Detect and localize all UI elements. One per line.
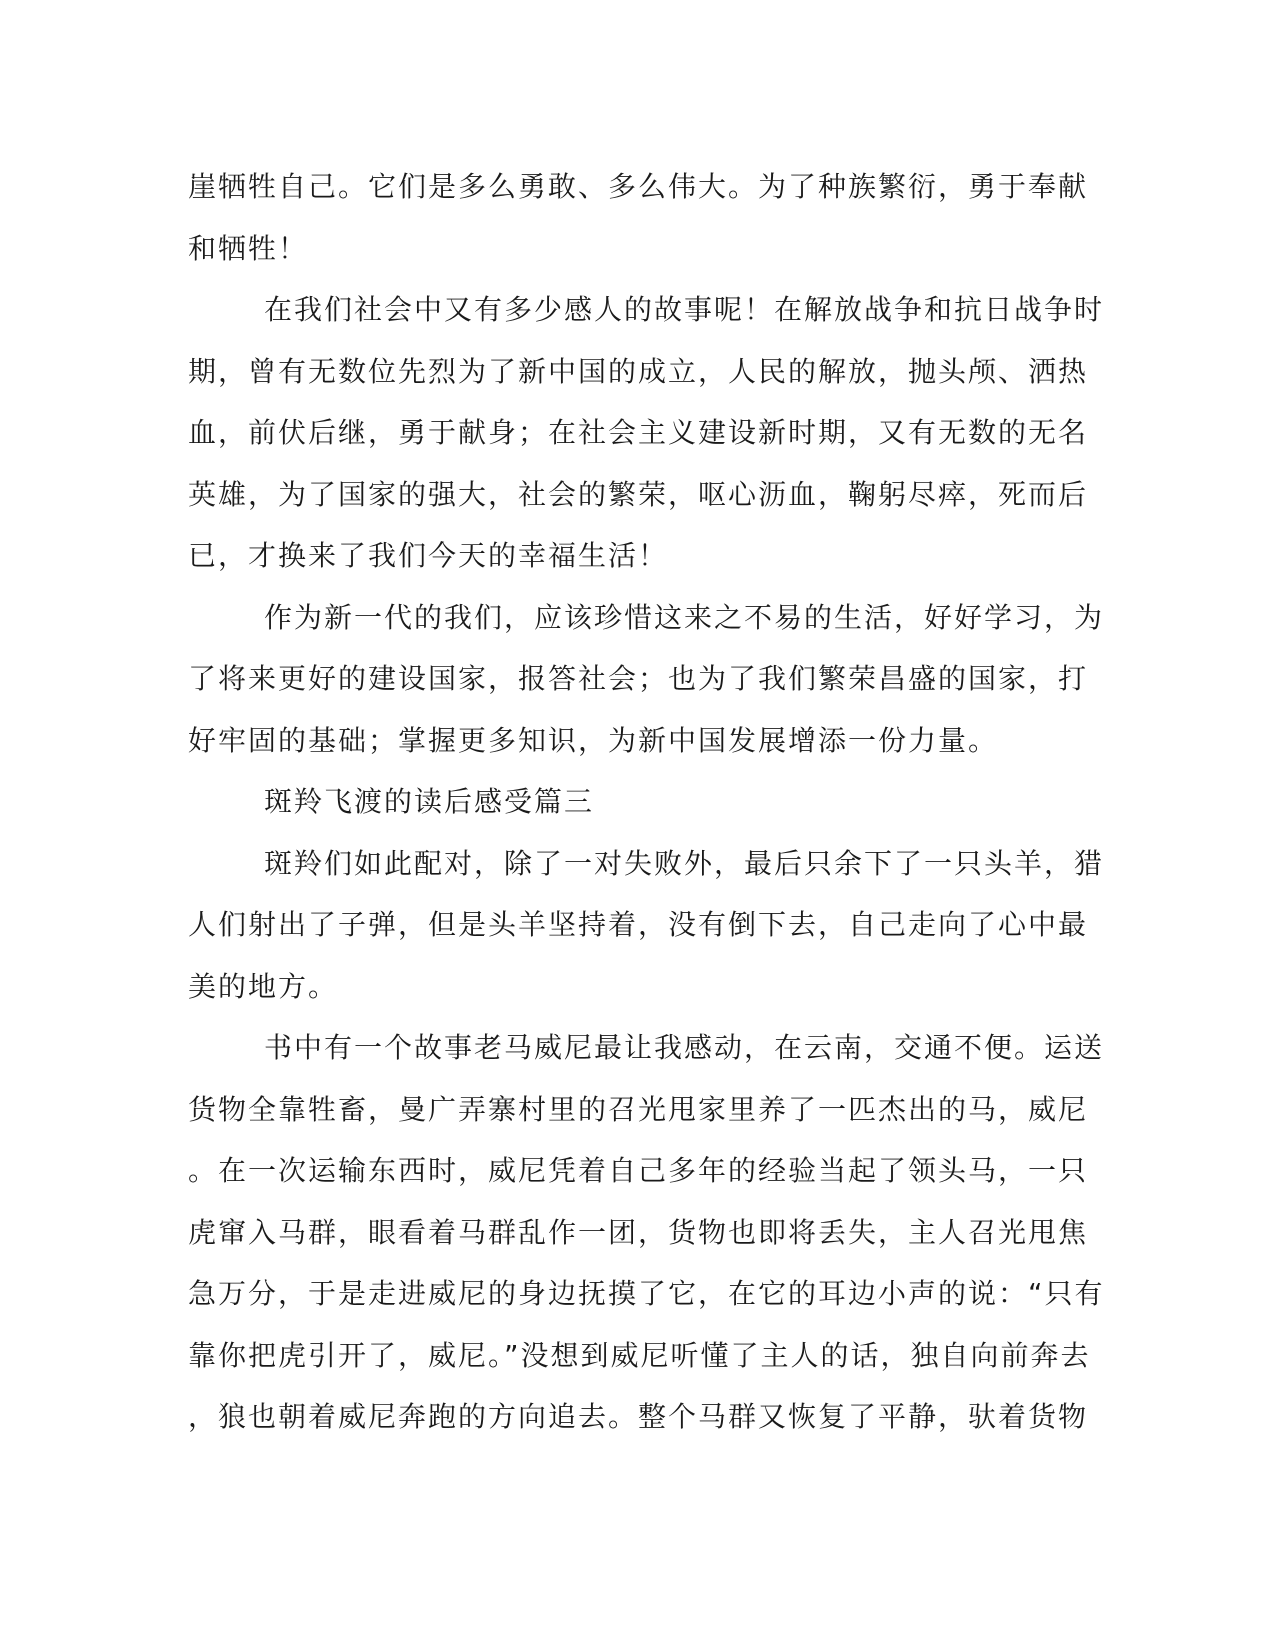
text-line: 人们射出了子弹，但是头羊坚持着，没有倒下去，自己走向了心中最: [188, 908, 1089, 941]
text-line: 虎窜入马群，眼看着马群乱作一团，货物也即将丢失，主人召光甩焦: [188, 1215, 1089, 1249]
text-line: 。在一次运输东西时，威尼凭着自己多年的经验当起了领头马，一只: [188, 1154, 1089, 1187]
text-line: 了将来更好的建设国家，报答社会；也为了我们繁荣昌盛的国家，打: [188, 662, 1089, 695]
text-line: 急万分，于是走进威尼的身边抚摸了它，在它的耳边小声的说：“只有: [188, 1277, 1105, 1310]
text-line: 英雄，为了国家的强大，社会的繁荣，呕心沥血，鞠躬尽瘁，死而后: [188, 477, 1089, 511]
text-line: 和牺牲！: [188, 231, 309, 265]
text-line: 靠你把虎引开了，威尼。”没想到威尼听懂了主人的话，独自向前奔去: [188, 1338, 1091, 1372]
text-line: 崖牺牲自己。它们是多么勇敢、多么伟大。为了种族繁衍，勇于奉献: [188, 170, 1089, 203]
paragraph-start: 作为新一代的我们，应该珍惜这来之不易的生活，好好学习，为: [264, 600, 1105, 634]
section-heading: 斑羚飞渡的读后感受篇三: [264, 785, 595, 818]
paragraph-start: 书中有一个故事老马威尼最让我感动，在云南，交通不便。运送: [264, 1031, 1105, 1064]
document-body: [188, 156, 1105, 1448]
text-line: 期，曾有无数位先烈为了新中国的成立，人民的解放，抛头颅、洒热: [188, 354, 1089, 388]
text-line: 美的地方。: [188, 969, 339, 1003]
text-line: 已，才换来了我们今天的幸福生活！: [188, 539, 669, 572]
text-line: 血，前伏后继，勇于献身；在社会主义建设新时期，又有无数的无名: [188, 416, 1089, 449]
paragraph-start: 在我们社会中又有多少感人的故事呢！在解放战争和抗日战争时: [264, 293, 1105, 326]
text-line: 好牢固的基础；掌握更多知识，为新中国发展增添一份力量。: [188, 723, 999, 757]
text-line: ，狼也朝着威尼奔跑的方向追去。整个马群又恢复了平静，驮着货物: [188, 1400, 1089, 1433]
paragraph-start: 斑羚们如此配对，除了一对失败外，最后只余下了一只头羊，猎: [264, 846, 1105, 880]
text-line: 货物全靠牲畜，曼广弄寨村里的召光甩家里养了一匹杰出的马，威尼: [188, 1092, 1089, 1126]
